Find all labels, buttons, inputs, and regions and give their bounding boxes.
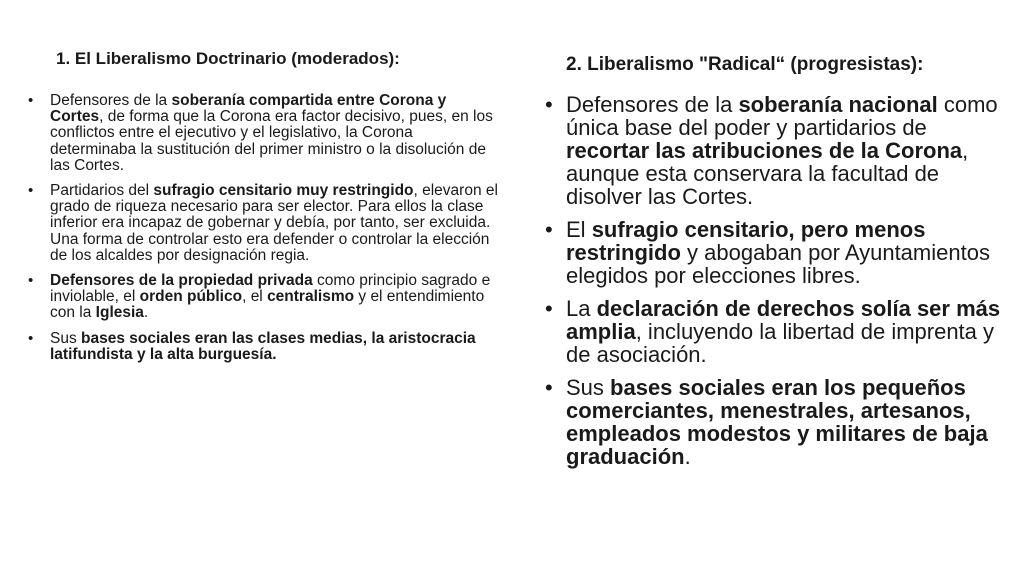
bullet-item [28, 93, 498, 174]
text-run: Defensores de la [566, 92, 739, 117]
bullet-dot-icon: • [28, 182, 34, 200]
bullet-item [28, 331, 498, 363]
bullet-text [50, 273, 498, 322]
left-bullet-list [28, 93, 498, 372]
right-bullet-list [545, 93, 1005, 478]
text-run: , incluyendo la libertad de imprenta y de asociación. [566, 319, 995, 367]
text-run: , el [242, 288, 268, 306]
bullet-item [28, 183, 498, 264]
bold-phrase: centralismo [267, 288, 355, 306]
bold-phrase: Defensores de la propiedad privada [50, 272, 313, 290]
bullet-dot-icon: • [545, 217, 553, 242]
bullet-dot-icon: • [545, 296, 553, 321]
bold-phrase: orden público [139, 288, 243, 306]
text-run: , elevaron el grado de riqueza necesario para ser elector. Para ellos la clase inferior era incapaz de gobernar y debía, por tanto, ser excluida. Una forma de controlar esto era defender o controlar la elección de los alcaldes por designación regia. [50, 182, 498, 264]
text-run: La [566, 296, 597, 321]
bold-phrase: recortar las atribuciones de la Corona [566, 138, 963, 163]
bold-phrase: sufragio censitario muy restringido [153, 182, 414, 200]
bullet-text [566, 297, 1005, 366]
bullet-text [566, 376, 1005, 468]
text-run: . [143, 304, 149, 322]
bullet-item [545, 218, 1005, 287]
bullet-dot-icon: • [28, 272, 34, 290]
bold-phrase: soberanía compartida entre Corona y Cortes [50, 92, 447, 126]
bullet-item [545, 376, 1005, 468]
bullet-item [28, 273, 498, 322]
left-heading: 1. El Liberalismo Doctrinario (moderados): [56, 49, 400, 68]
bullet-text [50, 331, 498, 363]
text-run: como principio sagrado e inviolable, el [50, 272, 491, 306]
text-run: . [684, 444, 691, 469]
bold-phrase: declaración de derechos solía ser más amplia [566, 296, 1001, 344]
bold-phrase: sufragio censitario, pero menos restringido [566, 217, 926, 265]
bullet-item [545, 297, 1005, 366]
text-run: y el entendimiento con la [50, 288, 485, 322]
bullet-dot-icon: • [545, 375, 553, 400]
text-run: Sus [50, 329, 82, 347]
bold-phrase: Iglesia [95, 304, 144, 322]
text-run: , aunque esta conservara la facultad de disolver las Cortes. [566, 138, 969, 209]
text-run: Defensores de la [50, 92, 172, 109]
bullet-dot-icon: • [28, 92, 34, 109]
bold-phrase: soberanía nacional [738, 92, 938, 117]
bullet-text [50, 93, 498, 174]
right-heading: 2. Liberalismo "Radical“ (progresistas): [566, 54, 924, 75]
bullet-text [566, 93, 1005, 208]
text-run: y abogaban por Ayuntamientos elegidos por elecciones libres. [566, 240, 990, 288]
bullet-dot-icon: • [28, 329, 34, 347]
text-run: El [566, 217, 592, 242]
bold-phrase: bases sociales eran las clases medias, la aristocracia latifundista y la alta burguesía. [50, 329, 476, 363]
text-run: como única base del poder y partidarios de [566, 92, 998, 140]
bullet-dot-icon: • [545, 92, 553, 117]
bold-phrase: bases sociales eran los pequeños comerciantes, menestrales, artesanos, empleados modestos y militares de baja graduación [566, 375, 988, 469]
text-run: Partidarios del [50, 182, 154, 200]
bullet-text [566, 218, 1005, 287]
bullet-item [545, 93, 1005, 208]
bullet-text [50, 183, 498, 264]
text-run: , de forma que la Corona era factor decisivo, pues, en los conflictos entre el ejecutivo y el legislativo, la Corona determinaba la sustitución del primer ministro o la disolución de las Cortes. [50, 108, 493, 174]
text-run: Sus [566, 375, 611, 400]
